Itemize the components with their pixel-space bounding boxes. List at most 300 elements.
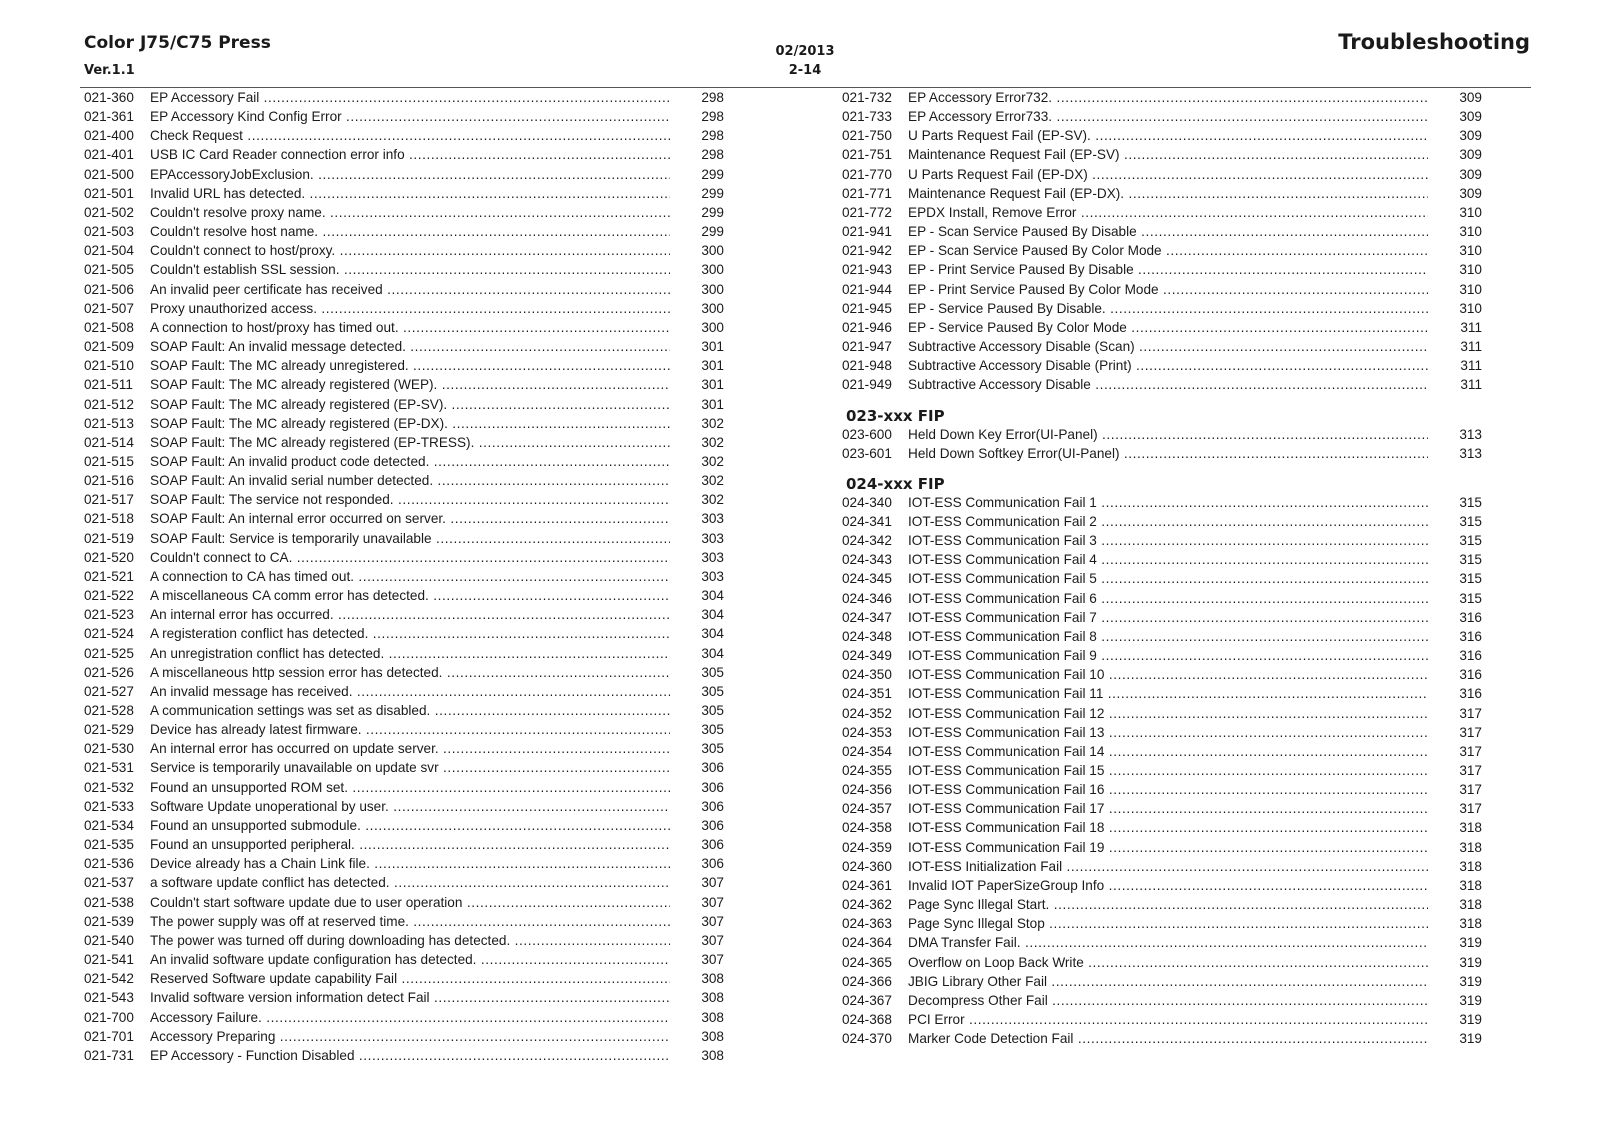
section-title: Troubleshooting — [1338, 30, 1530, 54]
toc-entry[interactable] — [84, 126, 724, 145]
page-ref: 306 — [701, 837, 724, 853]
fault-title: Accessory Preparing ..... — [150, 1027, 670, 1046]
fault-title: Service is temporarily unavailable on update svr ..... — [150, 758, 670, 777]
fault-code: 021-733 — [842, 109, 892, 125]
toc-entry[interactable] — [842, 356, 1482, 375]
section-heading-024: 024-xxx FIP — [846, 474, 945, 493]
fault-code: 021-541 — [84, 952, 134, 968]
toc-entry[interactable] — [842, 780, 1482, 799]
toc-entry[interactable] — [84, 375, 724, 394]
fault-title: Page Sync Illegal Start. ..... — [908, 895, 1428, 914]
fault-title: IOT-ESS Communication Fail 12 ..... — [908, 704, 1428, 723]
fault-title: Couldn't connect to CA. ..... — [150, 548, 670, 567]
toc-entry[interactable] — [842, 723, 1482, 742]
fault-code: 021-360 — [84, 90, 134, 105]
fault-code: 021-751 — [842, 147, 892, 163]
toc-entry[interactable] — [84, 165, 724, 184]
toc-entry[interactable] — [84, 1008, 724, 1027]
toc-entry[interactable] — [84, 203, 724, 222]
toc-group-023 — [842, 425, 1482, 463]
fault-title: EP - Service Paused By Disable. ..... — [908, 299, 1428, 318]
toc-entry[interactable] — [84, 624, 724, 643]
fault-title: EP Accessory Error733. ..... — [908, 107, 1428, 126]
page-ref: 307 — [701, 875, 724, 891]
fault-title: Check Request ..... — [150, 126, 670, 145]
fault-title: DMA Transfer Fail. ..... — [908, 933, 1428, 952]
toc-entry[interactable] — [84, 414, 724, 433]
fault-code: 021-504 — [84, 243, 134, 259]
fault-title: Device already has a Chain Link file. ..... — [150, 854, 670, 873]
fault-code: 021-501 — [84, 185, 134, 201]
fault-code: 021-519 — [84, 530, 134, 546]
fault-title: EP - Print Service Paused By Color Mode ..... — [908, 280, 1428, 299]
fault-code: 021-533 — [84, 798, 134, 814]
toc-entry[interactable] — [842, 203, 1482, 222]
fault-title: Held Down Softkey Error(UI-Panel) ..... — [908, 444, 1428, 463]
page-ref: 308 — [701, 1028, 724, 1044]
page-ref: 298 — [701, 128, 724, 144]
fault-code: 021-523 — [84, 607, 134, 623]
page-ref: 319 — [1459, 1031, 1482, 1047]
fault-code: 024-362 — [842, 897, 892, 913]
fault-title: EP - Scan Service Paused By Color Mode ..... — [908, 241, 1428, 260]
fault-code: 021-525 — [84, 645, 134, 661]
fault-code: 024-340 — [842, 494, 892, 510]
fault-code: 021-731 — [84, 1047, 134, 1063]
fault-title: IOT-ESS Communication Fail 8 ..... — [908, 627, 1428, 646]
toc-entry[interactable] — [842, 493, 1482, 512]
fault-code: 024-357 — [842, 801, 892, 817]
fault-title: IOT-ESS Communication Fail 6 ..... — [908, 589, 1428, 608]
page-ref: 309 — [1459, 128, 1482, 144]
toc-entry[interactable] — [84, 586, 724, 605]
fault-code: 021-530 — [84, 741, 134, 757]
fault-title: EP Accessory Error732. ..... — [908, 88, 1428, 107]
page-ref: 304 — [701, 645, 724, 661]
toc-entry[interactable] — [842, 126, 1482, 145]
fault-code: 021-944 — [842, 281, 892, 297]
toc-entry[interactable] — [84, 969, 724, 988]
toc-entry[interactable] — [84, 337, 724, 356]
page-ref: 299 — [701, 224, 724, 240]
page-ref: 310 — [1459, 204, 1482, 220]
toc-entry[interactable] — [84, 452, 724, 471]
page-ref: 315 — [1459, 590, 1482, 606]
fault-code: 024-366 — [842, 973, 892, 989]
fault-code: 021-516 — [84, 473, 134, 489]
page-ref: 309 — [1459, 166, 1482, 182]
page-ref: 315 — [1459, 533, 1482, 549]
document-date: 02/2013 — [775, 44, 835, 59]
toc-entry[interactable] — [842, 857, 1482, 876]
fault-code: 021-529 — [84, 722, 134, 738]
page-ref: 309 — [1459, 147, 1482, 163]
fault-title: Couldn't resolve host name. ..... — [150, 222, 670, 241]
fault-title: Maintenance Request Fail (EP-SV) ..... — [908, 145, 1428, 164]
toc-entry[interactable] — [84, 567, 724, 586]
toc-entry[interactable] — [84, 490, 724, 509]
fault-code: 024-356 — [842, 782, 892, 798]
page-ref: 318 — [1459, 858, 1482, 874]
toc-entry[interactable] — [84, 145, 724, 164]
page-number: 2-14 — [788, 63, 822, 78]
toc-entry[interactable] — [84, 739, 724, 758]
page-ref: 298 — [701, 90, 724, 105]
fault-code: 021-505 — [84, 262, 134, 278]
toc-entry[interactable] — [842, 627, 1482, 646]
page-ref: 309 — [1459, 109, 1482, 125]
fault-title: SOAP Fault: An internal error occurred on server. ..... — [150, 509, 670, 528]
fault-code: 021-527 — [84, 683, 134, 699]
toc-entry[interactable] — [842, 876, 1482, 895]
fault-code: 024-367 — [842, 992, 892, 1008]
fault-code: 021-528 — [84, 703, 134, 718]
fault-title: An invalid peer certificate has received ..... — [150, 280, 670, 299]
toc-entry[interactable] — [84, 778, 724, 797]
toc-entry[interactable] — [84, 682, 724, 701]
page-ref: 310 — [1459, 243, 1482, 259]
fault-code: 024-361 — [842, 877, 892, 893]
page-ref: 309 — [1459, 185, 1482, 201]
fault-code: 021-949 — [842, 377, 892, 393]
page-ref: 301 — [701, 358, 724, 374]
toc-entry[interactable] — [84, 548, 724, 567]
toc-entry[interactable] — [842, 838, 1482, 857]
page-ref: 304 — [701, 588, 724, 604]
toc-entry[interactable] — [84, 663, 724, 682]
fault-title: SOAP Fault: The MC already registered (EP-DX). ..... — [150, 414, 670, 433]
fault-code: 021-509 — [84, 339, 134, 355]
toc-entry[interactable] — [84, 605, 724, 624]
toc-entry[interactable] — [842, 512, 1482, 531]
toc-entry[interactable] — [84, 107, 724, 126]
page-ref: 311 — [1460, 377, 1482, 393]
toc-entry[interactable] — [842, 260, 1482, 279]
toc-group-024 — [842, 493, 1482, 1049]
toc-entry[interactable] — [842, 953, 1482, 972]
fault-code: 021-521 — [84, 568, 134, 584]
fault-code: 024-343 — [842, 552, 892, 568]
toc-entry[interactable] — [842, 1029, 1482, 1048]
fault-code: 021-400 — [84, 128, 134, 144]
page-ref: 317 — [1459, 763, 1482, 778]
page-ref: 317 — [1459, 724, 1482, 740]
fault-code: 021-513 — [84, 415, 134, 431]
toc-entry[interactable] — [842, 531, 1482, 550]
fault-code: 024-359 — [842, 839, 892, 855]
fault-code: 024-345 — [842, 571, 892, 587]
toc-entry[interactable] — [842, 646, 1482, 665]
toc-entry[interactable] — [842, 425, 1482, 444]
toc-entry[interactable] — [842, 222, 1482, 241]
toc-entry[interactable] — [842, 704, 1482, 723]
fault-code: 021-538 — [84, 894, 134, 910]
toc-entry[interactable] — [842, 299, 1482, 318]
toc-entry[interactable] — [842, 337, 1482, 356]
toc-entry[interactable] — [842, 550, 1482, 569]
toc-entry[interactable] — [84, 1027, 724, 1046]
page-ref: 308 — [701, 1047, 724, 1063]
page-ref: 302 — [701, 415, 724, 431]
toc-entry[interactable] — [842, 569, 1482, 588]
toc-entry[interactable] — [842, 444, 1482, 463]
page-ref: 310 — [1459, 300, 1482, 316]
toc-entry[interactable] — [84, 988, 724, 1007]
page-ref: 301 — [701, 396, 724, 412]
toc-entry[interactable] — [84, 1046, 724, 1065]
page-ref: 306 — [701, 760, 724, 776]
fault-title: EP Accessory Fail ..... — [150, 88, 670, 107]
toc-entry[interactable] — [842, 88, 1482, 107]
fault-code: 021-539 — [84, 913, 134, 929]
fault-code: 024-353 — [842, 724, 892, 740]
toc-entry[interactable] — [842, 665, 1482, 684]
fault-code: 021-531 — [84, 760, 134, 776]
toc-column-left — [84, 88, 724, 1065]
fault-title: Held Down Key Error(UI-Panel) ..... — [908, 425, 1428, 444]
fault-code: 021-945 — [842, 300, 892, 316]
fault-code: 021-943 — [842, 262, 892, 278]
fault-title: SOAP Fault: Service is temporarily unavailable ..... — [150, 529, 670, 548]
page-ref: 306 — [701, 798, 724, 814]
fault-code: 021-518 — [84, 511, 134, 527]
page-ref: 305 — [701, 683, 724, 699]
page-ref: 303 — [701, 568, 724, 584]
page-ref: 310 — [1459, 262, 1482, 278]
fault-title: Couldn't establish SSL session. ..... — [150, 260, 670, 279]
fault-title: IOT-ESS Communication Fail 18 ..... — [908, 818, 1428, 837]
toc-entry[interactable] — [842, 589, 1482, 608]
fault-title: IOT-ESS Communication Fail 11 ..... — [908, 684, 1428, 703]
page-ref: 316 — [1459, 609, 1482, 625]
fault-title: IOT-ESS Initialization Fail ..... — [908, 857, 1428, 876]
page-ref: 300 — [701, 281, 724, 297]
fault-code: 021-772 — [842, 204, 892, 220]
fault-title: IOT-ESS Communication Fail 13 ..... — [908, 723, 1428, 742]
fault-title: The power was turned off during downloading has detected. ..... — [150, 931, 670, 950]
page-ref: 305 — [701, 664, 724, 680]
fault-title: IOT-ESS Communication Fail 19 ..... — [908, 838, 1428, 857]
toc-entry[interactable] — [842, 914, 1482, 933]
toc-entry[interactable] — [84, 509, 724, 528]
fault-title: EP Accessory Kind Config Error ..... — [150, 107, 670, 126]
fault-title: A miscellaneous http session error has detected. ..... — [150, 663, 670, 682]
fault-title: Found an unsupported peripheral. ..... — [150, 835, 670, 854]
page-ref: 316 — [1459, 667, 1482, 683]
fault-title: An unregistration conflict has detected. ..... — [150, 644, 670, 663]
fault-title: Overflow on Loop Back Write ..... — [908, 953, 1428, 972]
fault-code: 023-601 — [842, 445, 892, 461]
fault-title: Found an unsupported ROM set. ..... — [150, 778, 670, 797]
page-ref: 319 — [1459, 935, 1482, 951]
fault-code: 024-360 — [842, 858, 892, 874]
toc-entry[interactable] — [842, 991, 1482, 1010]
page-ref: 319 — [1459, 954, 1482, 970]
toc-entry[interactable] — [842, 799, 1482, 818]
fault-code: 021-771 — [842, 185, 892, 201]
toc-entry[interactable] — [842, 608, 1482, 627]
toc-entry[interactable] — [84, 873, 724, 892]
page-ref: 305 — [701, 703, 724, 718]
page-ref: 304 — [701, 626, 724, 642]
toc-entry[interactable] — [842, 375, 1482, 394]
fault-code: 024-350 — [842, 667, 892, 683]
fault-title: IOT-ESS Communication Fail 3 ..... — [908, 531, 1428, 550]
toc-entry[interactable] — [84, 88, 724, 107]
toc-entry[interactable] — [84, 701, 724, 720]
toc-entry[interactable] — [842, 1010, 1482, 1029]
toc-entry[interactable] — [84, 758, 724, 777]
page-ref: 302 — [701, 473, 724, 489]
toc-entry[interactable] — [84, 356, 724, 375]
fault-code: 024-370 — [842, 1031, 892, 1047]
fault-code: 021-542 — [84, 971, 134, 987]
fault-title: IOT-ESS Communication Fail 15 ..... — [908, 761, 1428, 780]
toc-entry[interactable] — [84, 835, 724, 854]
fault-code: 021-948 — [842, 358, 892, 374]
fault-title: Subtractive Accessory Disable (Print) ..... — [908, 356, 1428, 375]
page-ref: 298 — [701, 109, 724, 125]
toc-entry[interactable] — [84, 184, 724, 203]
toc-entry[interactable] — [84, 299, 724, 318]
toc-entry[interactable] — [842, 241, 1482, 260]
fault-code: 024-351 — [842, 686, 892, 702]
page-ref: 319 — [1459, 1012, 1482, 1028]
page-ref: 316 — [1459, 628, 1482, 644]
toc-entry[interactable] — [84, 893, 724, 912]
page-ref: 299 — [701, 185, 724, 201]
toc-entry[interactable] — [84, 260, 724, 279]
page-ref: 307 — [701, 932, 724, 948]
fault-code: 024-352 — [842, 705, 892, 721]
fault-code: 024-342 — [842, 533, 892, 549]
toc-entry[interactable] — [842, 318, 1482, 337]
fault-title: Invalid software version information detect Fail ..... — [150, 988, 670, 1007]
fault-title: SOAP Fault: The MC already registered (EP-TRESS). ..... — [150, 433, 670, 452]
fault-code: 021-941 — [842, 224, 892, 240]
toc-entry[interactable] — [84, 318, 724, 337]
toc-entry[interactable] — [842, 165, 1482, 184]
toc-entry[interactable] — [84, 720, 724, 739]
page-ref: 317 — [1459, 801, 1482, 817]
toc-entry[interactable] — [84, 241, 724, 260]
fault-title: Invalid IOT PaperSizeGroup Info ..... — [908, 876, 1428, 895]
page-ref: 305 — [701, 741, 724, 757]
fault-title: JBIG Library Other Fail ..... — [908, 972, 1428, 991]
toc-entry[interactable] — [84, 816, 724, 835]
toc-entry[interactable] — [84, 950, 724, 969]
fault-code: 021-502 — [84, 204, 134, 220]
fault-code: 021-361 — [84, 109, 134, 125]
fault-code: 024-363 — [842, 916, 892, 932]
toc-entry[interactable] — [842, 107, 1482, 126]
toc-entry[interactable] — [842, 972, 1482, 991]
toc-group-021 — [842, 88, 1482, 395]
page-ref: 299 — [701, 204, 724, 220]
toc-entry[interactable] — [842, 818, 1482, 837]
toc-entry[interactable] — [84, 433, 724, 452]
toc-entry[interactable] — [84, 280, 724, 299]
toc-column-right — [842, 88, 1482, 1048]
fault-title: Couldn't start software update due to user operation ..... — [150, 893, 670, 912]
toc-entry[interactable] — [84, 912, 724, 931]
toc-entry[interactable] — [842, 184, 1482, 203]
toc-entry[interactable] — [842, 280, 1482, 299]
fault-title: Proxy unauthorized access. ..... — [150, 299, 670, 318]
page-ref: 303 — [701, 511, 724, 527]
fault-code: 021-507 — [84, 300, 134, 316]
fault-code: 021-947 — [842, 339, 892, 355]
fault-title: SOAP Fault: An invalid serial number detected. ..... — [150, 471, 670, 490]
fault-title: Subtractive Accessory Disable ..... — [908, 375, 1428, 394]
toc-entry[interactable] — [842, 145, 1482, 164]
document-title: Color J75/C75 Press — [84, 33, 271, 53]
fault-title: EP - Service Paused By Color Mode ..... — [908, 318, 1428, 337]
toc-entry[interactable] — [84, 395, 724, 414]
toc-entry[interactable] — [84, 644, 724, 663]
page-ref: 302 — [701, 492, 724, 508]
fault-title: A registeration conflict has detected. ..... — [150, 624, 670, 643]
page-ref: 308 — [701, 971, 724, 987]
toc-entry[interactable] — [84, 931, 724, 950]
toc-entry[interactable] — [842, 742, 1482, 761]
fault-title: IOT-ESS Communication Fail 14 ..... — [908, 742, 1428, 761]
fault-code: 021-536 — [84, 856, 134, 872]
fault-code: 021-511 — [84, 377, 133, 393]
fault-code: 021-506 — [84, 281, 134, 297]
page-ref: 310 — [1459, 281, 1482, 297]
toc-entry[interactable] — [84, 222, 724, 241]
toc-entry[interactable] — [842, 933, 1482, 952]
page-ref: 300 — [701, 319, 724, 335]
fault-title: IOT-ESS Communication Fail 7 ..... — [908, 608, 1428, 627]
fault-code: 024-348 — [842, 628, 892, 644]
fault-title: Marker Code Detection Fail ..... — [908, 1029, 1428, 1048]
fault-title: SOAP Fault: An invalid message detected. ..... — [150, 337, 670, 356]
page-ref: 317 — [1459, 743, 1482, 759]
fault-code: 024-341 — [842, 513, 892, 529]
toc-entry[interactable] — [842, 761, 1482, 780]
fault-code: 021-535 — [84, 837, 134, 853]
fault-code: 021-510 — [84, 358, 134, 374]
toc-entry[interactable] — [842, 684, 1482, 703]
fault-title: EP - Print Service Paused By Disable ..... — [908, 260, 1428, 279]
page-ref: 319 — [1459, 992, 1482, 1008]
fault-title: Decompress Other Fail ..... — [908, 991, 1428, 1010]
fault-code: 021-942 — [842, 243, 892, 259]
page-ref: 315 — [1459, 552, 1482, 568]
page-ref: 311 — [1460, 339, 1482, 355]
page-ref: 316 — [1459, 686, 1482, 702]
fault-title: Subtractive Accessory Disable (Scan) ..... — [908, 337, 1428, 356]
fault-code: 021-946 — [842, 319, 892, 335]
fault-title: Software Update unoperational by user. ..... — [150, 797, 670, 816]
fault-title: An invalid software update configuration has detected. ..... — [150, 950, 670, 969]
toc-entry[interactable] — [842, 895, 1482, 914]
page-ref: 308 — [701, 990, 724, 1006]
fault-title: Device has already latest firmware. ..... — [150, 720, 670, 739]
fault-code: 024-355 — [842, 763, 892, 778]
toc-entry[interactable] — [84, 854, 724, 873]
fault-title: An invalid message has received. ..... — [150, 682, 670, 701]
toc-entry[interactable] — [84, 529, 724, 548]
fault-code: 024-368 — [842, 1012, 892, 1028]
toc-entry[interactable] — [84, 797, 724, 816]
page-ref: 306 — [701, 856, 724, 872]
page-ref: 300 — [701, 243, 724, 259]
toc-entry[interactable] — [84, 471, 724, 490]
fault-title: IOT-ESS Communication Fail 1 ..... — [908, 493, 1428, 512]
